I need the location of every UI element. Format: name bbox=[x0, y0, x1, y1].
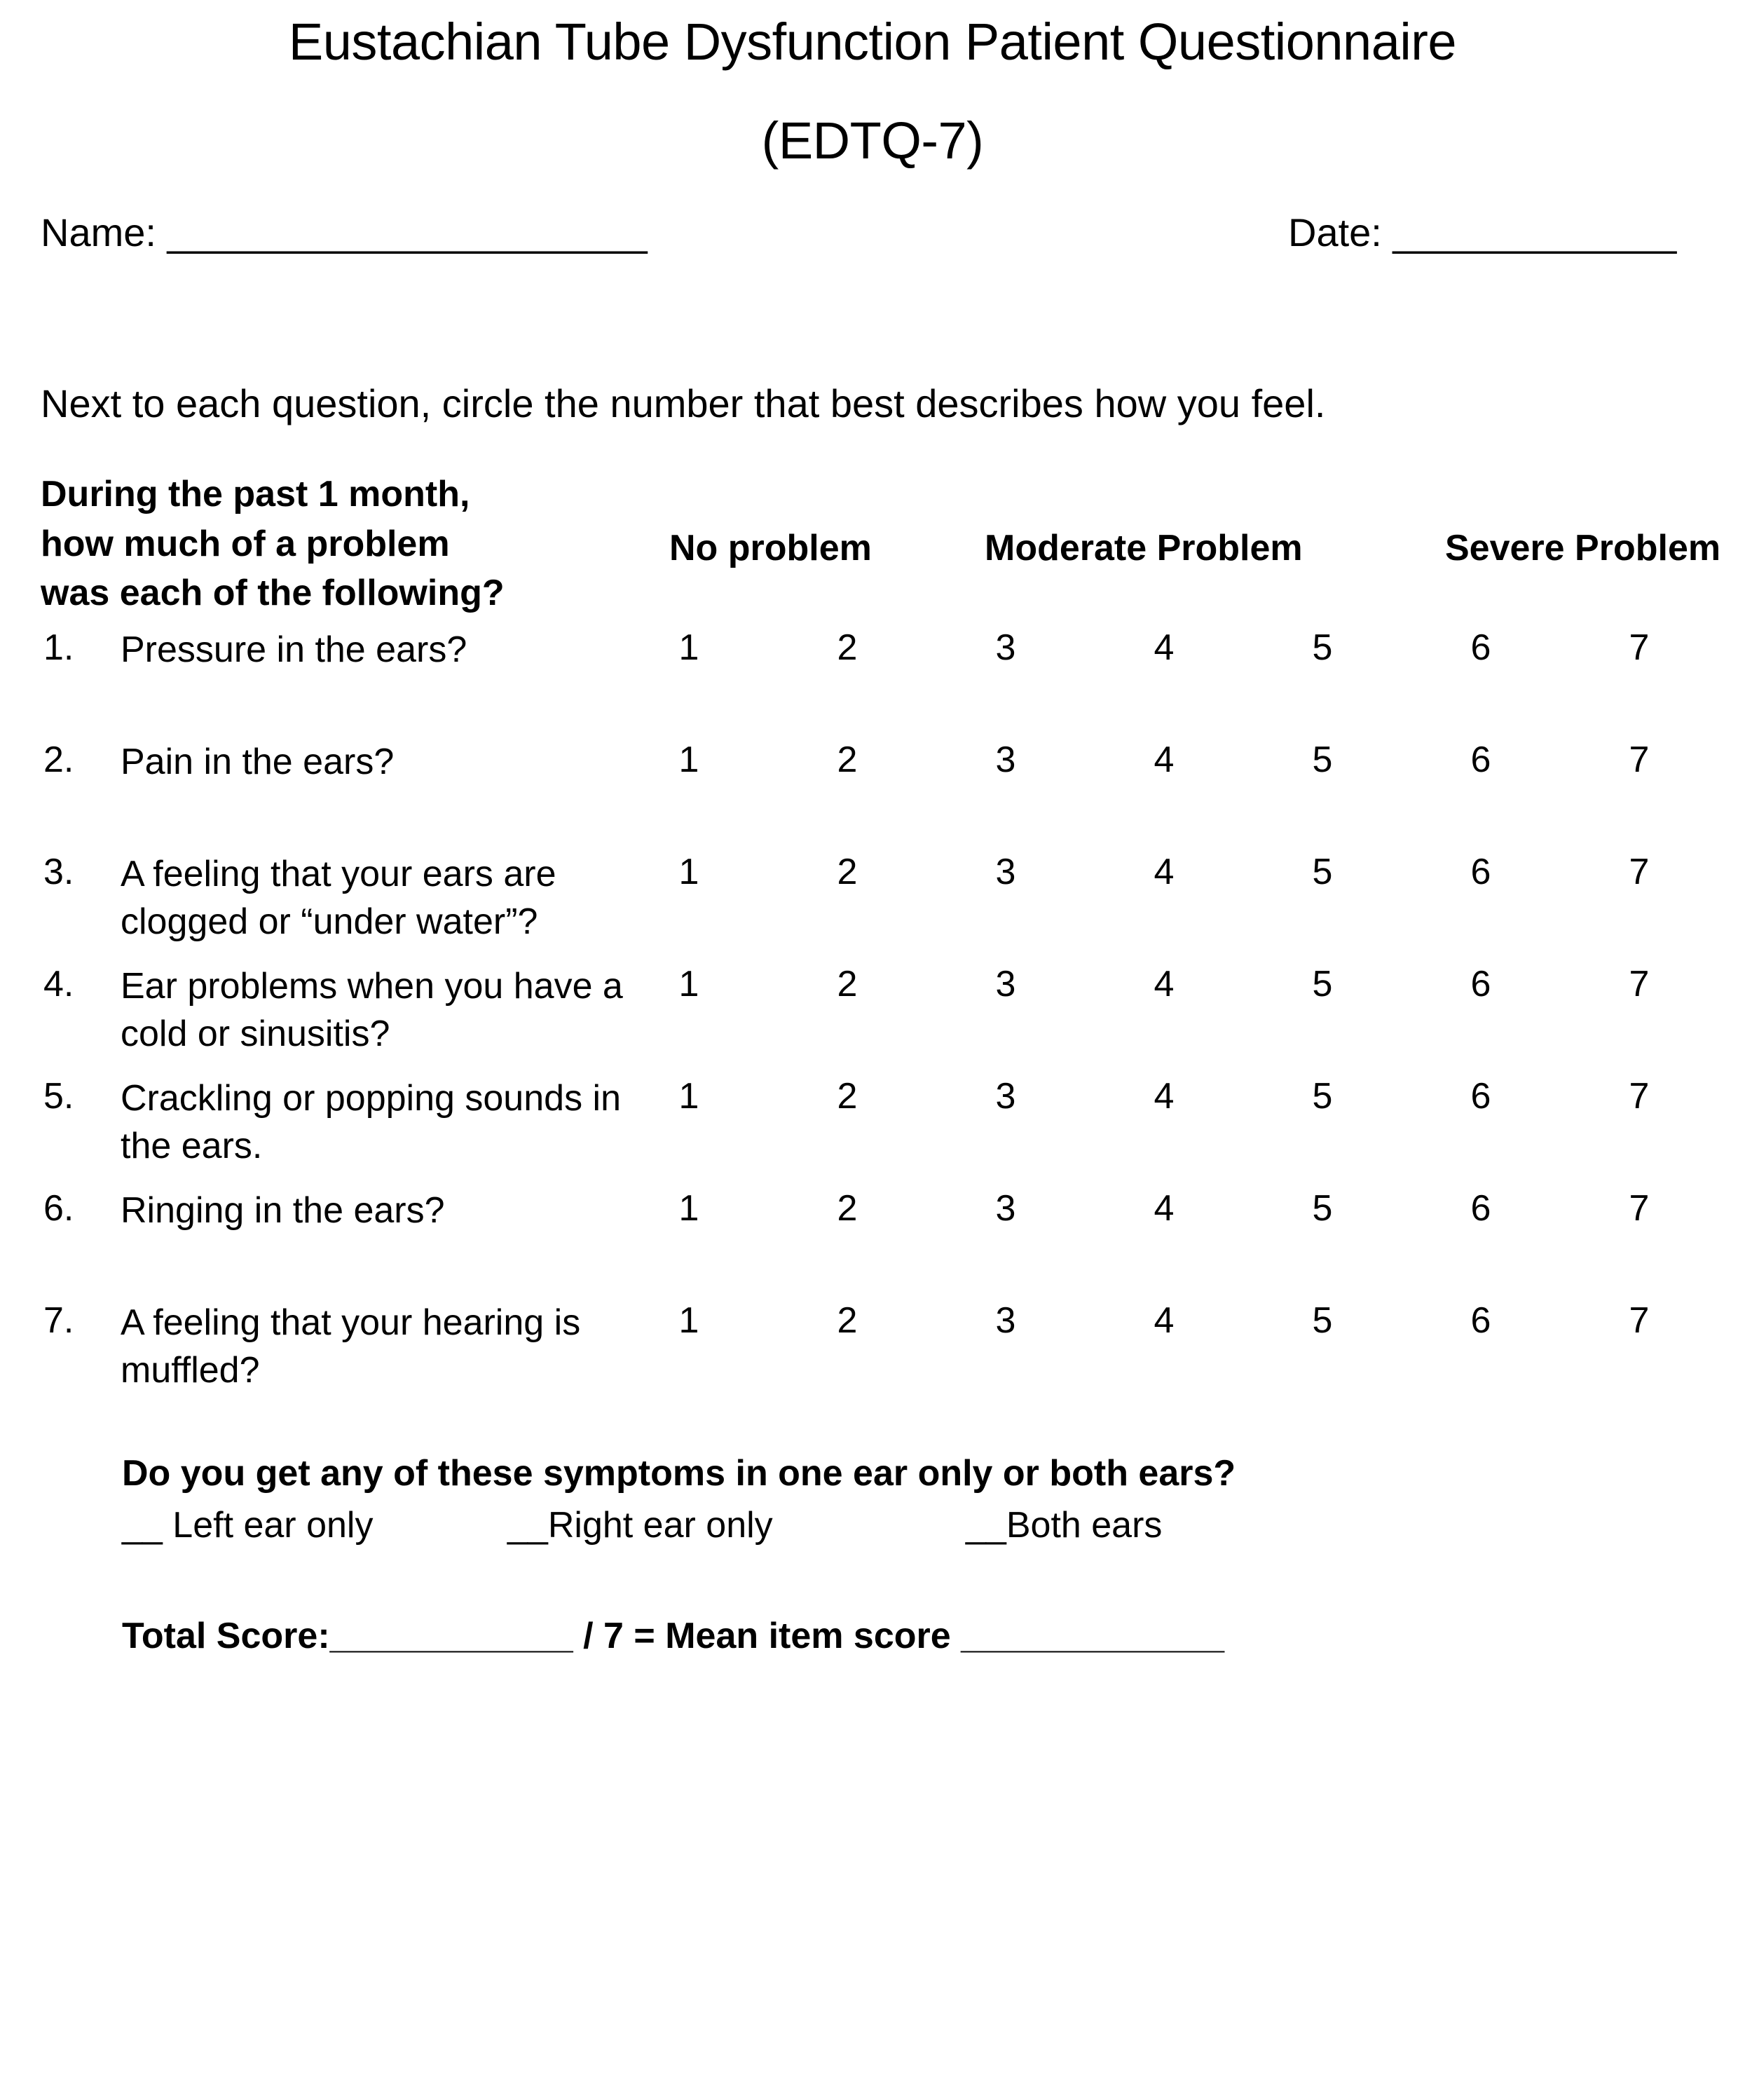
option-right-ear-only[interactable]: __Right ear only bbox=[507, 1505, 773, 1546]
scale-option[interactable]: 4 bbox=[1154, 1188, 1175, 1229]
option-both-ears[interactable]: __Both ears bbox=[966, 1505, 1163, 1546]
question-scale bbox=[0, 739, 1745, 788]
scale-option[interactable]: 6 bbox=[1470, 627, 1491, 668]
instruction-text: Next to each question, circle the number that best describes how you feel. bbox=[41, 381, 1326, 425]
question-text: Crackling or popping sounds in the ears. bbox=[121, 1078, 621, 1166]
scale-option[interactable]: 1 bbox=[678, 627, 699, 668]
scale-option[interactable]: 1 bbox=[678, 1188, 699, 1229]
question-scale bbox=[0, 1075, 1745, 1124]
scale-option[interactable]: 7 bbox=[1629, 627, 1650, 668]
date-field[interactable]: Date: _____________ bbox=[1288, 210, 1677, 254]
scale-option[interactable]: 3 bbox=[995, 1188, 1016, 1229]
question-scale bbox=[0, 1300, 1745, 1349]
scale-option[interactable]: 5 bbox=[1312, 1300, 1333, 1341]
identity-row bbox=[0, 210, 1745, 277]
scale-option[interactable]: 4 bbox=[1154, 1300, 1175, 1341]
scale-option[interactable]: 7 bbox=[1629, 964, 1650, 1004]
scale-prompt bbox=[41, 470, 615, 618]
scale-option[interactable]: 7 bbox=[1629, 852, 1650, 892]
scale-option[interactable]: 6 bbox=[1470, 852, 1491, 892]
anchor-severe-problem: Severe Problem bbox=[1445, 528, 1721, 568]
scale-option[interactable]: 3 bbox=[995, 627, 1016, 668]
anchor-moderate-problem: Moderate Problem bbox=[985, 528, 1303, 568]
scale-option[interactable]: 5 bbox=[1312, 964, 1333, 1004]
scale-option[interactable]: 3 bbox=[995, 739, 1016, 780]
scale-option[interactable]: 5 bbox=[1312, 1188, 1333, 1229]
scale-option[interactable]: 4 bbox=[1154, 627, 1175, 668]
option-left-ear-only[interactable]: __ Left ear only bbox=[122, 1505, 374, 1546]
question-text: Pain in the ears? bbox=[121, 742, 395, 782]
scale-option[interactable]: 2 bbox=[837, 627, 858, 668]
scale-option[interactable]: 7 bbox=[1629, 1300, 1650, 1341]
question-row bbox=[0, 627, 1745, 695]
question-number: 3. bbox=[43, 852, 74, 892]
page-subtitle: (EDTQ-7) bbox=[761, 111, 984, 170]
question-number: 6. bbox=[43, 1188, 74, 1229]
scale-option[interactable]: 2 bbox=[837, 1076, 858, 1117]
scale-option[interactable]: 1 bbox=[678, 1300, 699, 1341]
question-row bbox=[0, 963, 1745, 1054]
scale-option[interactable]: 1 bbox=[678, 964, 699, 1004]
scale-option[interactable]: 2 bbox=[837, 1300, 858, 1341]
scale-option[interactable]: 5 bbox=[1312, 739, 1333, 780]
scale-option[interactable]: 1 bbox=[678, 739, 699, 780]
question-scale bbox=[0, 851, 1745, 900]
scale-option[interactable]: 5 bbox=[1312, 852, 1333, 892]
scale-option[interactable]: 7 bbox=[1629, 1076, 1650, 1117]
question-text: Ringing in the ears? bbox=[121, 1190, 445, 1231]
scale-option[interactable]: 5 bbox=[1312, 1076, 1333, 1117]
question-text: Ear problems when you have a cold or sinusitis? bbox=[121, 966, 623, 1054]
question-text: A feeling that your hearing is muffled? bbox=[121, 1302, 581, 1391]
footer-block bbox=[0, 1452, 1745, 1657]
question-list bbox=[0, 627, 1745, 1391]
question-number: 7. bbox=[43, 1300, 74, 1341]
scale-prompt-line-2: how much of a problem bbox=[41, 523, 450, 564]
scale-option[interactable]: 4 bbox=[1154, 1076, 1175, 1117]
scale-option[interactable]: 3 bbox=[995, 1076, 1016, 1117]
anchor-no-problem: No problem bbox=[669, 528, 872, 568]
question-text: Pressure in the ears? bbox=[121, 629, 467, 670]
question-row bbox=[0, 1187, 1745, 1256]
question-number: 4. bbox=[43, 964, 74, 1004]
laterality-question: Do you get any of these symptoms in one ear only or both ears? bbox=[122, 1453, 1236, 1494]
question-row bbox=[0, 1300, 1745, 1391]
scale-option[interactable]: 2 bbox=[837, 852, 858, 892]
scale-option[interactable]: 4 bbox=[1154, 852, 1175, 892]
scale-header bbox=[0, 470, 1745, 614]
question-scale bbox=[0, 1187, 1745, 1236]
scale-option[interactable]: 7 bbox=[1629, 739, 1650, 780]
name-field[interactable]: Name: ______________________ bbox=[41, 210, 648, 254]
scale-option[interactable]: 2 bbox=[837, 739, 858, 780]
scale-option[interactable]: 4 bbox=[1154, 964, 1175, 1004]
question-text: A feeling that your ears are clogged or “under water”? bbox=[121, 854, 556, 942]
scale-option[interactable]: 1 bbox=[678, 1076, 699, 1117]
scale-option[interactable]: 3 bbox=[995, 852, 1016, 892]
scale-option[interactable]: 3 bbox=[995, 964, 1016, 1004]
question-row bbox=[0, 851, 1745, 942]
page-title: Eustachian Tube Dysfunction Patient Questionnaire bbox=[288, 13, 1457, 71]
scale-option[interactable]: 7 bbox=[1629, 1188, 1650, 1229]
scale-option[interactable]: 6 bbox=[1470, 1076, 1491, 1117]
scale-option[interactable]: 2 bbox=[837, 1188, 858, 1229]
scale-option[interactable]: 5 bbox=[1312, 627, 1333, 668]
scale-option[interactable]: 2 bbox=[837, 964, 858, 1004]
scale-option[interactable]: 3 bbox=[995, 1300, 1016, 1341]
question-scale bbox=[0, 627, 1745, 676]
laterality-options bbox=[0, 1504, 1745, 1571]
scale-prompt-line-1: During the past 1 month, bbox=[41, 474, 470, 514]
question-number: 5. bbox=[43, 1076, 74, 1117]
title-block bbox=[0, 0, 1745, 173]
scale-option[interactable]: 6 bbox=[1470, 964, 1491, 1004]
scale-option[interactable]: 4 bbox=[1154, 739, 1175, 780]
question-scale bbox=[0, 963, 1745, 1012]
question-row bbox=[0, 739, 1745, 807]
question-number: 1. bbox=[43, 627, 74, 668]
question-number: 2. bbox=[43, 739, 74, 780]
scale-option[interactable]: 1 bbox=[678, 852, 699, 892]
scale-option[interactable]: 6 bbox=[1470, 1188, 1491, 1229]
scale-prompt-line-3: was each of the following? bbox=[41, 573, 505, 614]
total-score-line[interactable]: Total Score:____________ / 7 = Mean item score _____________ bbox=[122, 1616, 1225, 1656]
question-row bbox=[0, 1075, 1745, 1166]
scale-option[interactable]: 6 bbox=[1470, 739, 1491, 780]
scale-option[interactable]: 6 bbox=[1470, 1300, 1491, 1341]
